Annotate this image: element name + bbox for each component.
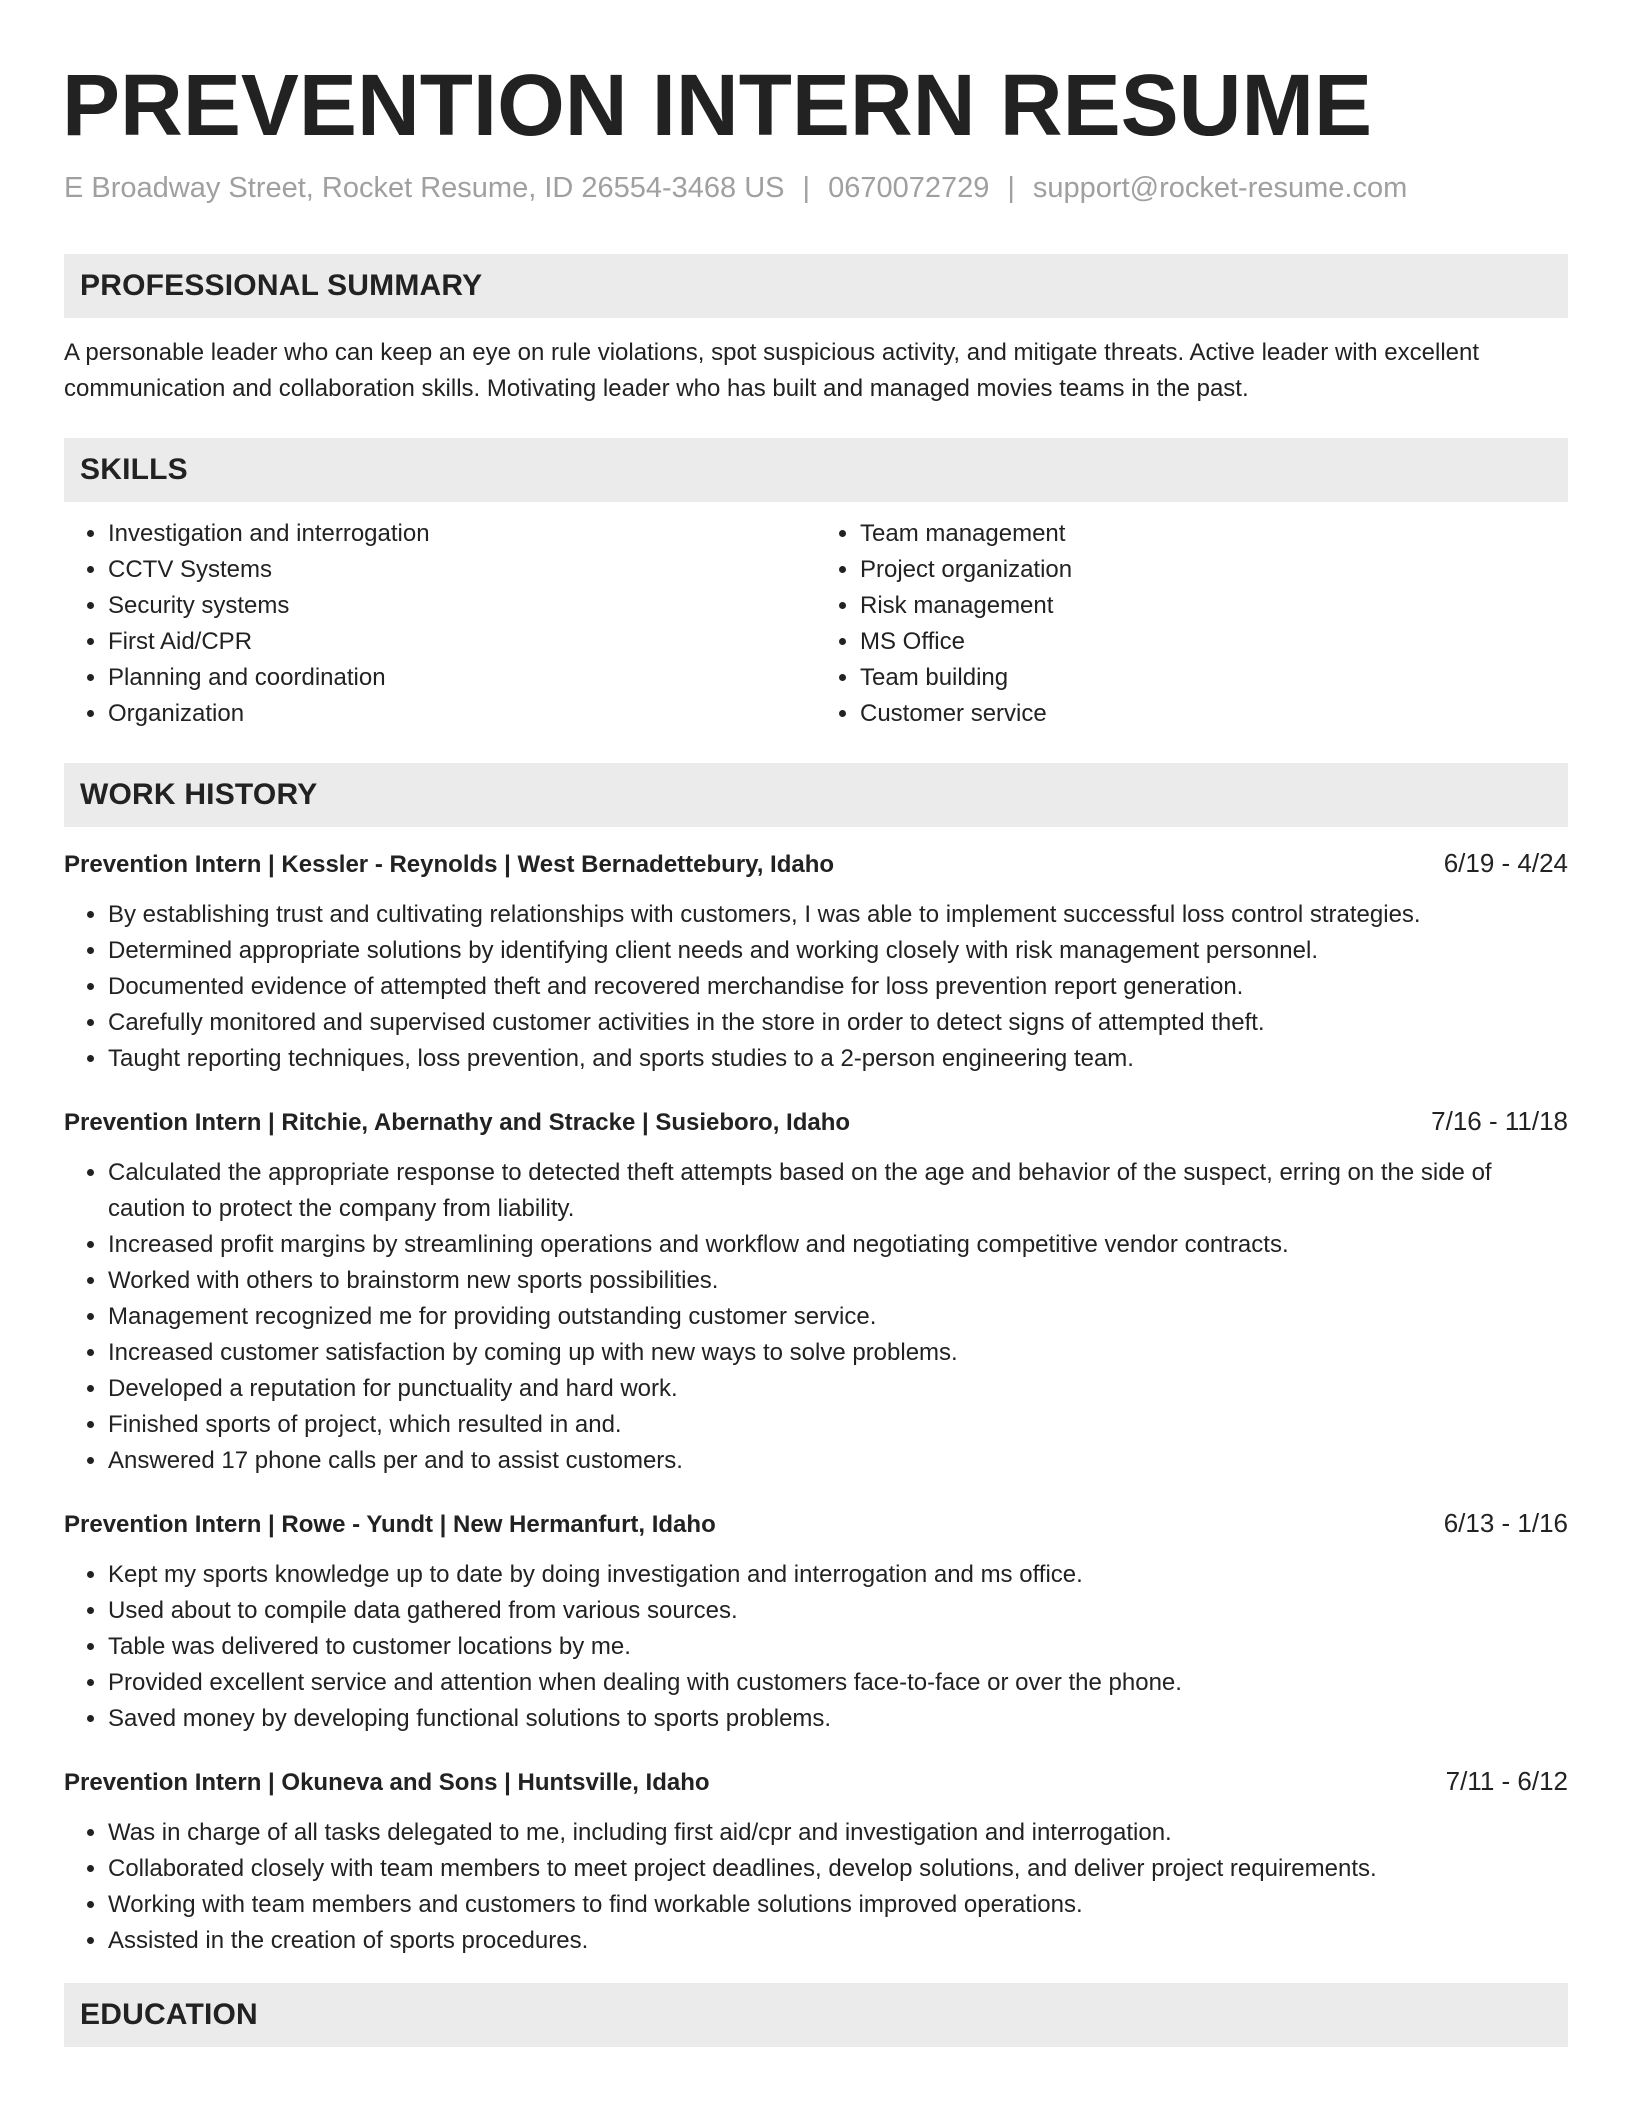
job-entry	[64, 1103, 1568, 1479]
job-header	[64, 1505, 1568, 1543]
skill-item: • CCTV Systems	[108, 552, 816, 588]
job-bullets	[64, 1155, 1568, 1479]
skill-item: • First Aid/CPR	[108, 624, 816, 660]
resume-title: PREVENTION INTERN RESUME	[62, 57, 1372, 154]
education-heading: EDUCATION	[64, 1983, 1568, 2047]
job-bullet: • Table was delivered to customer locations by me.	[108, 1629, 1568, 1665]
contact-email: support@rocket-resume.com	[1032, 172, 1408, 204]
job-bullet: • Provided excellent service and attention when dealing with customers face-to-face or over the phone.	[108, 1665, 1568, 1701]
job-dates: 6/19 - 4/24	[1443, 847, 1568, 878]
contact-line	[64, 173, 1568, 205]
job-title: Prevention Intern | Rowe - Yundt | New Hermanfurt, Idaho	[64, 1510, 716, 1538]
job-dates: 7/11 - 6/12	[1445, 1765, 1568, 1796]
job-header	[64, 1103, 1568, 1141]
summary-text: A personable leader who can keep an eye on rule violations, spot suspicious activity, and mitigate threats. Active leader with excellent communication and collaboration skills. Motivating leader who has built and managed movies teams in the past.	[64, 338, 1480, 402]
skill-item: • Investigation and interrogation	[108, 516, 816, 552]
job-bullet: • Answered 17 phone calls per and to assist customers.	[108, 1443, 1568, 1479]
skills-list-left	[64, 516, 816, 732]
skill-item: • Organization	[108, 696, 816, 732]
job-bullet: • Taught reporting techniques, loss prevention, and sports studies to a 2-person engineering team.	[108, 1041, 1568, 1077]
contact-phone: 0670072729	[828, 172, 990, 204]
job-entry	[64, 1763, 1568, 1959]
job-title: Prevention Intern | Okuneva and Sons | Huntsville, Idaho	[64, 1768, 710, 1796]
job-header	[64, 1763, 1568, 1801]
skill-item: • MS Office	[860, 624, 1568, 660]
job-bullet: • Used about to compile data gathered from various sources.	[108, 1593, 1568, 1629]
work-history-heading: WORK HISTORY	[64, 763, 1568, 827]
job-title: Prevention Intern | Kessler - Reynolds | West Bernadettebury, Idaho	[64, 850, 835, 878]
job-bullet: • Calculated the appropriate response to detected theft attempts based on the age and behavior of the suspect, erring on the side of caution to protect the company from liability.	[108, 1155, 1568, 1227]
job-dates: 7/16 - 11/18	[1431, 1105, 1568, 1136]
job-bullet: • Documented evidence of attempted theft and recovered merchandise for loss prevention report generation.	[108, 969, 1568, 1005]
contact-separator: |	[1007, 172, 1015, 204]
job-bullet: • Increased customer satisfaction by coming up with new ways to solve problems.	[108, 1335, 1568, 1371]
job-bullet: • Was in charge of all tasks delegated to me, including first aid/cpr and investigation and interrogation.	[108, 1815, 1568, 1851]
job-bullet: • By establishing trust and cultivating relationships with customers, I was able to implement successful loss control strategies.	[108, 897, 1568, 933]
job-entry	[64, 845, 1568, 1077]
job-bullet: • Management recognized me for providing outstanding customer service.	[108, 1299, 1568, 1335]
job-bullet: • Saved money by developing functional solutions to sports problems.	[108, 1701, 1568, 1737]
skills-list-right	[816, 516, 1568, 732]
job-bullet: • Kept my sports knowledge up to date by doing investigation and interrogation and ms office.	[108, 1557, 1568, 1593]
contact-separator: |	[802, 172, 811, 204]
job-dates: 6/13 - 1/16	[1443, 1507, 1568, 1538]
job-bullets	[64, 1557, 1568, 1737]
job-bullet: • Developed a reputation for punctuality and hard work.	[108, 1371, 1568, 1407]
job-bullets	[64, 1815, 1568, 1959]
job-entry	[64, 1505, 1568, 1737]
skill-item: • Team management	[860, 516, 1568, 552]
job-bullet: • Working with team members and customers to find workable solutions improved operations.	[108, 1887, 1568, 1923]
job-bullet: • Increased profit margins by streamlining operations and workflow and negotiating competitive vendor contracts.	[108, 1227, 1568, 1263]
job-bullet: • Worked with others to brainstorm new sports possibilities.	[108, 1263, 1568, 1299]
job-bullet: • Carefully monitored and supervised customer activities in the store in order to detect signs of attempted theft.	[108, 1005, 1568, 1041]
job-bullet: • Assisted in the creation of sports procedures.	[108, 1923, 1568, 1959]
job-bullet: • Finished sports of project, which resulted in and.	[108, 1407, 1568, 1443]
job-header	[64, 845, 1568, 883]
job-bullet: • Determined appropriate solutions by identifying client needs and working closely with risk management personnel.	[108, 933, 1568, 969]
job-title: Prevention Intern | Ritchie, Abernathy and Stracke | Susieboro, Idaho	[64, 1108, 851, 1136]
skills-heading: SKILLS	[64, 438, 1568, 502]
summary-heading: PROFESSIONAL SUMMARY	[64, 254, 1568, 318]
job-bullets	[64, 897, 1568, 1077]
skill-item: • Team building	[860, 660, 1568, 696]
contact-address: E Broadway Street, Rocket Resume, ID 26554-3468 US	[64, 172, 785, 204]
skill-item: • Customer service	[860, 696, 1568, 732]
skill-item: • Project organization	[860, 552, 1568, 588]
skill-item: • Planning and coordination	[108, 660, 816, 696]
skill-item: • Security systems	[108, 588, 816, 624]
skills-columns	[64, 516, 1568, 732]
skill-item: • Risk management	[860, 588, 1568, 624]
job-bullet: • Collaborated closely with team members to meet project deadlines, develop solutions, and deliver project requirements.	[108, 1851, 1568, 1887]
